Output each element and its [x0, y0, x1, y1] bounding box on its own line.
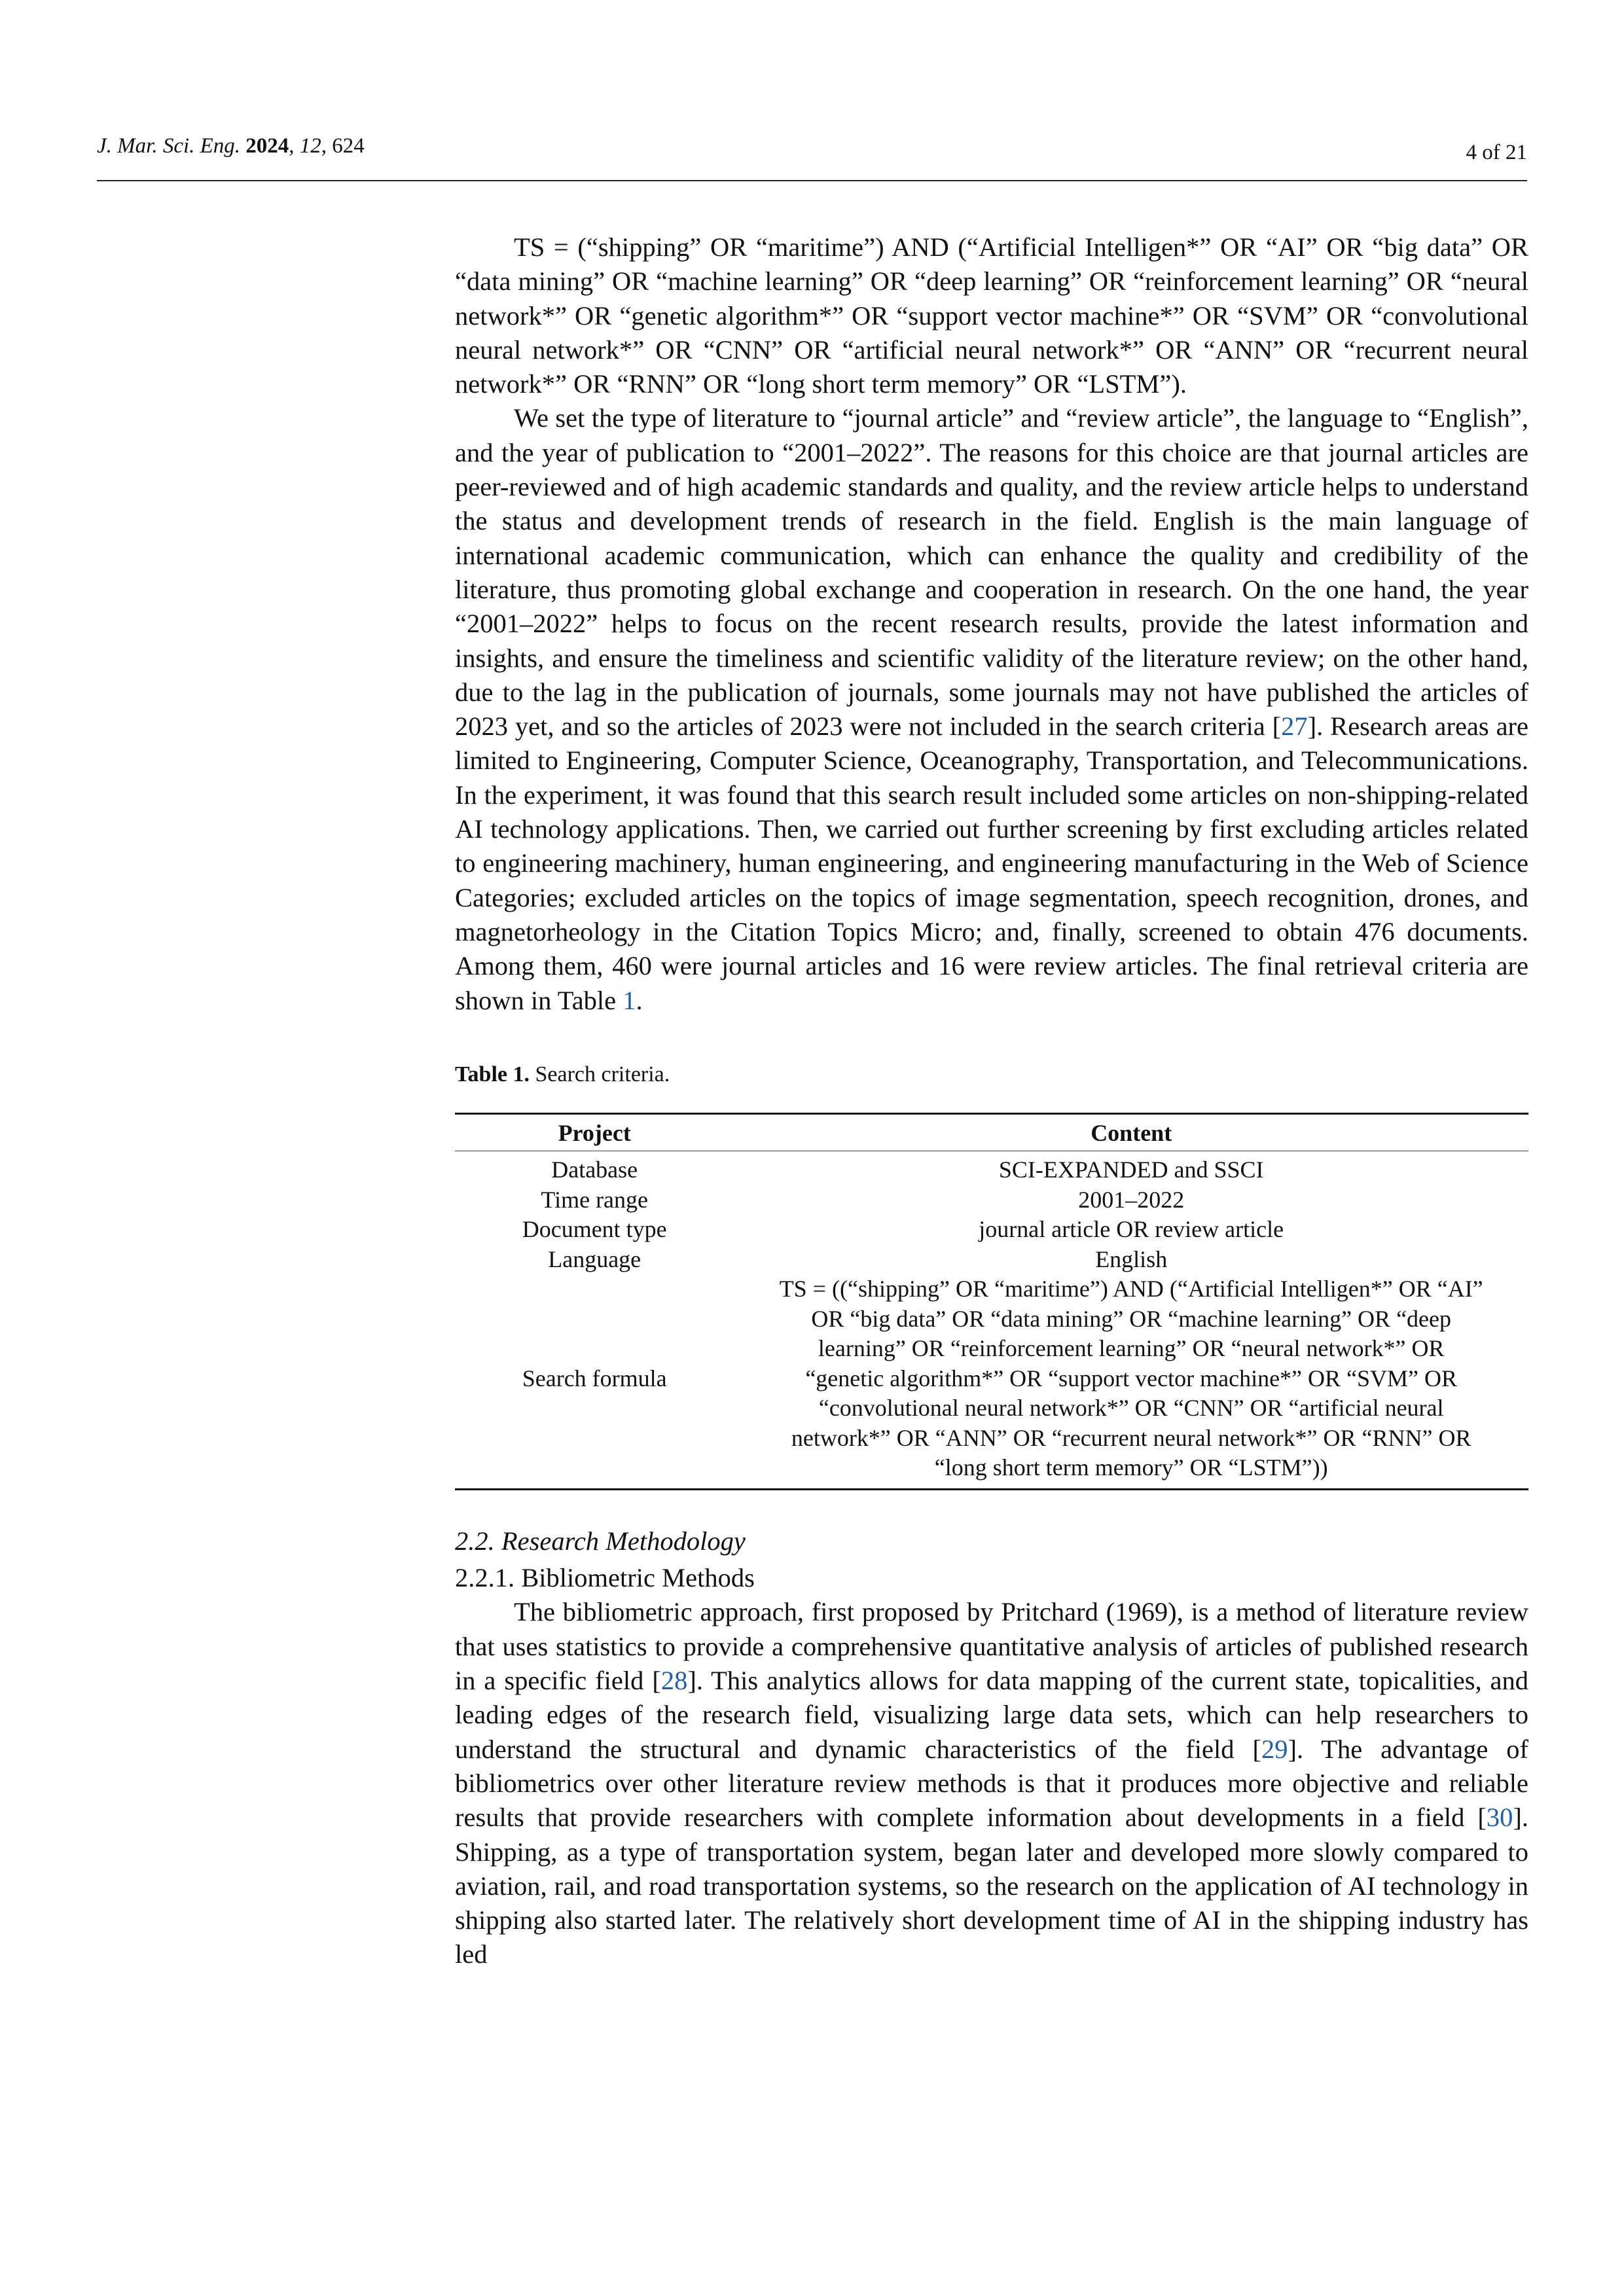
text-segment: The bibliometric approach, first proposed by Pritchard (1969), is a method of literature review that uses statistics to provide a comprehensive quantitative analysis of articles of published research in a specific field [: [455, 1597, 1528, 1696]
table-caption: [455, 1060, 1528, 1089]
main-content: [455, 230, 1528, 1972]
table-cell: [734, 1274, 1528, 1489]
subsection-heading: 2.2.1. Bibliometric Methods: [455, 1563, 755, 1593]
journal-volume: 12: [299, 134, 321, 158]
table-caption-label: Table 1.: [455, 1062, 530, 1086]
table-cell: Language: [548, 1246, 641, 1272]
table-header-row: [455, 1113, 1528, 1151]
table-caption-text: Search criteria.: [535, 1062, 670, 1086]
column-header-project: Project: [455, 1113, 734, 1151]
table-cell: 2001–2022: [1078, 1186, 1185, 1213]
text-segment: ]. Research areas are limited to Engineering, Computer Science, Oceanography, Transportation, and Telecommunications. In the experiment, it was found that this search result included some articles on non-shipping-related AI technology applications. Then, we carried out further screening by first excluding articles related to engineering machinery, human engineering, and engineering manufacturing in the Web of Science Categories; excluded articles on the topics of image segmentation, speech recognition, drones, and magnetorheology in the Citation Topics Micro; and, finally, screened to obtain 476 documents. Among them, 460 were journal articles and 16 were review articles. The final retrieval criteria are shown in Table: [455, 711, 1529, 1015]
table-cell: journal article OR review article: [979, 1216, 1284, 1243]
citation-link[interactable]: 30: [1486, 1803, 1513, 1833]
citation-link[interactable]: 27: [1281, 711, 1308, 742]
text-segment: ]. This analytics allows for data mapping of the current state, topicalities, and leading edges of the research field, visualizing large data sets, which can help researchers to understand the structural and dynamic characteristics of the field [: [455, 1666, 1528, 1764]
table-cell: Document type: [522, 1216, 667, 1243]
section-heading: 2.2. Research Methodology: [455, 1526, 746, 1556]
citation-link[interactable]: 28: [660, 1666, 688, 1696]
text-segment: We set the type of literature to “journal article” and “review article”, the language to “English”, and the year of publication to “2001–2022”. The reasons for this choice are that journal articles are peer-reviewed and of high academic standards and quality, and the review article helps to understand the status and development trends of research in the field. English is the main language of international academic communication, which can enhance the quality and credibility of the literature, thus promoting global exchange and cooperation in research. On the one hand, the year “2001–2022” helps to focus on the recent research results, provide the latest information and insights, and ensure the timeliness and scientific validity of the literature review; on the other hand, due to the lag in the publication of journals, some journals may not have published the articles of 2023 yet, and so the articles of 2023 were not included in the search criteria [: [455, 403, 1528, 742]
text-segment: ]. The advantage of bibliometrics over other literature review methods is that it produces more objective and reliable results that provide researchers with complete information about developments in a field [: [455, 1734, 1528, 1833]
article-number: 624: [332, 134, 365, 158]
table-row: [455, 1274, 1528, 1489]
table-cell: English: [1095, 1246, 1168, 1272]
search-query-paragraph: TS = (“shipping” OR “maritime”) AND (“Artificial Intelligen*” OR “AI” OR “big data” OR “data mining” OR “machine learning” OR “deep learning” OR “reinforcement learning” OR “neural network*” OR “genetic algorithm*” OR “support vector machine*” OR “SVM” OR “convolutional neural network*” OR “CNN” OR “artificial neural network*” OR “ANN” OR “recurrent neural network*” OR “RNN” OR “long short term memory” OR “LSTM”).: [455, 232, 1528, 399]
text-segment: .: [636, 985, 643, 1015]
table-cell: SCI-EXPANDED and SSCI: [998, 1157, 1264, 1183]
journal-name: J. Mar. Sci. Eng.: [97, 134, 241, 158]
search-formula-text: TS = ((“shipping” OR “maritime”) AND (“Artificial Intelligen*” OR “AI” OR “big data” OR “data mining” OR “machine learning” OR “deep learning” OR “reinforcement learning” OR “neural network*” OR “genetic algorithm*” OR “support vector machine*” OR “SVM” OR “convolutional neural network*” OR “CNN” OR “artificial neural network*” OR “ANN” OR “recurrent neural network*” OR “RNN” OR “long short term memory” OR “LSTM”)): [779, 1276, 1483, 1481]
table-row: [455, 1215, 1528, 1245]
journal-year: 2024: [245, 134, 289, 158]
text-segment: ]. Shipping, as a type of transportation system, began later and developed more slowly compared to aviation, rail, and road transportation systems, so the research on the application of AI technology in shipping also started later. The relatively short development time of AI in the shipping industry has led: [455, 1803, 1528, 1969]
literature-selection-paragraph: [455, 401, 1528, 1017]
table-cell: Time range: [541, 1186, 649, 1213]
table-row: [455, 1151, 1528, 1185]
table-row: [455, 1185, 1528, 1215]
table-row: [455, 1245, 1528, 1275]
table-cell: Database: [551, 1157, 638, 1183]
journal-citation: J. Mar. Sci. Eng. 2024, 12, 624: [97, 134, 365, 158]
table-cell: Search formula: [522, 1365, 667, 1391]
page-header: [97, 134, 1527, 181]
page-number: 4 of 21: [1466, 141, 1527, 164]
search-criteria-table: [455, 1113, 1528, 1490]
column-header-content: Content: [734, 1113, 1528, 1151]
table-reference-link[interactable]: 1: [623, 985, 636, 1015]
bibliometric-paragraph: [455, 1595, 1528, 1971]
citation-link[interactable]: 29: [1261, 1734, 1288, 1764]
